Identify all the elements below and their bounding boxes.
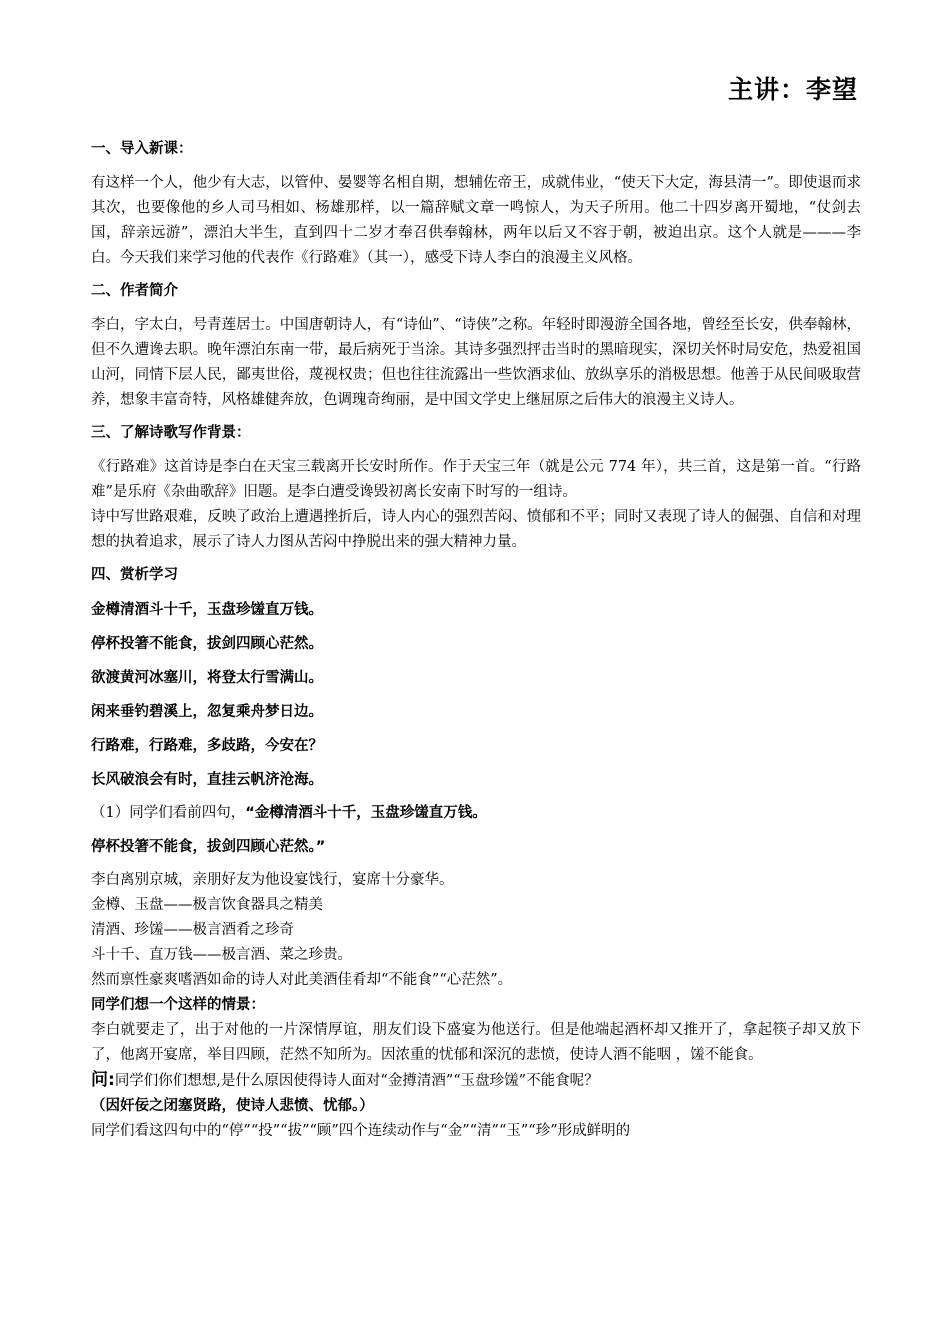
poem-text (91, 597, 861, 801)
poem-line: 停杯投箸不能食，拔剑四顾心茫然。” (91, 839, 326, 855)
continuation-line: 同学们看这四句中的“停”“投”“拔”“顾”四个连续动作与“金”“清”“玉”“珍”形成鲜明的 (91, 1123, 631, 1139)
analysis-line: 然而禀性豪爽嗜酒如命的诗人对此美酒佳肴却“不能食”“心茫然”。 (91, 972, 513, 988)
section-heading-background: 三、了解诗歌写作背景： (91, 425, 251, 441)
question-1-quote-continued (91, 834, 861, 868)
analysis-line: 李白离别京城，亲朋好友为他设宴饯行，宴席十分豪华。 (91, 872, 454, 888)
poem-line: 金樽清酒斗十千，玉盘珍馐直万钱。 (91, 602, 323, 618)
question-label: 问: (91, 1070, 115, 1090)
poem-line: 行路难，行路难，多歧路，今安在？ (91, 738, 323, 754)
question-2 (91, 1068, 861, 1094)
poem-line: 欲渡黄河冰塞川，将登太行雪满山。 (91, 670, 323, 686)
analysis-line: 清酒、珍馐——极言酒肴之珍奇 (91, 922, 294, 938)
imagine-paragraph: 李白就要走了，出于对他的一片深情厚谊，朋友们设下盛宴为他送行。但是他端起酒杯却又推开了，拿起筷子却又放下了，他离开宴席，举目四顾，茫然不知所为。因浓重的忧郁和深沉的悲愤，使诗人酒不能咽 ，馐不能食。 (91, 1022, 861, 1063)
speaker-title: 主讲：李望 (727, 75, 858, 104)
background-paragraph-1: 《行路难》这首诗是李白在天宝三载离开长安时所作。作于天宝三年（就是公元 774 年），共三首，这是第一首。“行路难”是乐府《杂曲歌辞》旧题。是李白遭受谗毁初离长安南下时写的一组诗。 (91, 459, 861, 500)
answer-text: （因奸佞之闭塞贤路，使诗人悲愤、忧郁。） (91, 1098, 374, 1114)
intro-paragraph: 有这样一个人，他少有大志，以管仲、晏婴等名相自期，想辅佐帝王，成就伟业，“使天下大定，海县清一”。即使退而求其次，也要像他的乡人司马相如、杨雄那样，以一篇辞赋文章一鸣惊人，为天子所用。他二十四岁离开蜀地，“仗剑去国，辞亲远游”，漂泊大半生，直到四十二岁才奉召供奉翰林，两年以后又不容于朝，被迫出京。这个人就是———李白。今天我们来学习他的代表作《行路难》（其一），感受下诗人李白的浪漫主义风格。 (91, 175, 861, 266)
question-1 (91, 801, 861, 834)
analysis-line: 金樽、玉盘——极言饮食器具之精美 (91, 897, 323, 913)
lesson-content (91, 137, 861, 1144)
background-paragraph-2: 诗中写世路艰难，反映了政治上遭遇挫折后，诗人内心的强烈苦闷、愤郁和不平；同时又表现了诗人的倔强、自信和对理想的执着追求，展示了诗人力图从苦闷中挣脱出来的强大精神力量。 (91, 509, 861, 550)
section-heading-appreciation: 四、赏析学习 (91, 567, 178, 583)
question-1-prefix: （1）同学们看前四句， (91, 805, 246, 821)
author-paragraph: 李白，字太白，号青莲居士。中国唐朝诗人，有“诗仙”、“诗侠”之称。年轻时即漫游全国各地，曾经至长安，供奉翰林，但不久遭谗去职。晚年漂泊东南一带，最后病死于当涂。其诗多强烈抨击当时的黑暗现实，深切关怀时局安危，热爱祖国山河，同情下层人民，鄙夷世俗，蔑视权贵；但也往往流露出一些饮酒求仙、放纵享乐的消极思想。他善于从民间吸取营养，想象丰富奇特，风格雄健奔放，色调瑰奇绚丽，是中国文学史上继屈原之后伟大的浪漫主义诗人。 (91, 317, 861, 408)
question-1-quote: “金樽清酒斗十千，玉盘珍馐直万钱。 (245, 805, 487, 821)
poem-line: 长风破浪会有时，直挂云帆济沧海。 (91, 772, 323, 788)
poem-line: 停杯投箸不能食，拔剑四顾心茫然。 (91, 636, 323, 652)
analysis-line: 斗十千、直万钱——极言酒、菜之珍贵。 (91, 947, 352, 963)
poem-line: 闲来垂钓碧溪上，忽复乘舟梦日边。 (91, 704, 323, 720)
question-2-text: 同学们你们想想,是什么原因使得诗人面对“金撙清酒”“玉盘珍馐”不能食呢？ (114, 1073, 599, 1089)
section-heading-intro: 一、导入新课： (91, 141, 193, 157)
imagine-heading: 同学们想一个这样的情景： (91, 997, 265, 1013)
section-heading-author: 二、作者简介 (91, 283, 178, 299)
